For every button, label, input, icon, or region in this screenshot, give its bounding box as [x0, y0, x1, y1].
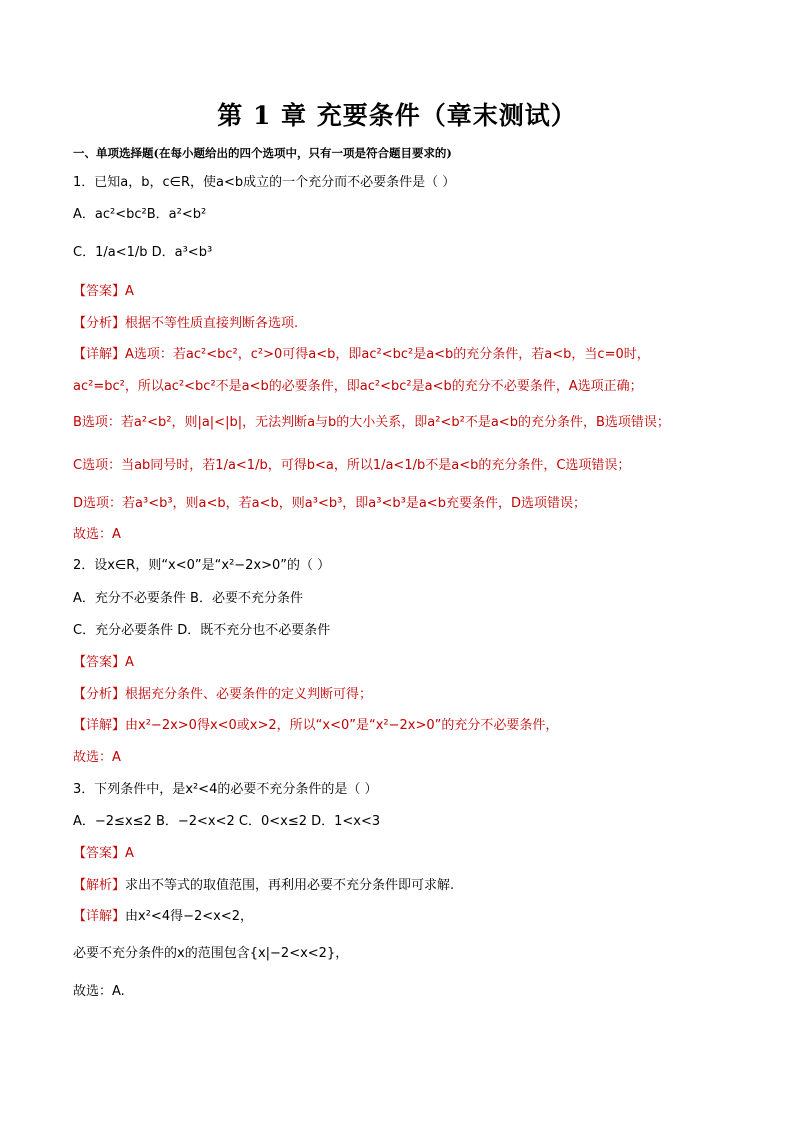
q1-detail-d: D选项：若a³<b³，则a<b，若a<b，则a³<b³，即a³<b³是a<b充要条件，D选项错误；	[73, 496, 586, 511]
q2-analysis: 根据充分条件、必要条件的定义判断可得；	[125, 687, 373, 702]
q2-options-cd: C．充分必要条件 D．既不充分也不必要条件	[73, 623, 331, 638]
q1-options-ab: A．ac²<bc²B．a²<b²	[73, 207, 207, 222]
q3-stem: 3．下列条件中，是x²<4的必要不充分条件的是（ ）	[73, 782, 378, 797]
section-heading: 一、单项选择题(在每小题给出的四个选项中，只有一项是符合题目要求的)	[73, 146, 452, 160]
q1-detail-line1	[73, 346, 650, 364]
q1-stem: 1．已知a，b，c∈R，使a<b成立的一个充分而不必要条件是（ ）	[73, 175, 456, 190]
q1-analysis-line	[73, 315, 298, 333]
q3-choose: 故选：A.	[73, 984, 125, 999]
analysis-tag: 【分析】	[73, 687, 126, 702]
q3-jiexi: 求出不等式的取值范围，再利用必要不充分条件即可求解.	[125, 878, 455, 893]
q2-detail-line	[73, 717, 558, 735]
q1-analysis: 根据不等性质直接判断各选项.	[125, 316, 299, 331]
q3-jiexi-line	[73, 877, 454, 895]
page-title: 第 1 章 充要条件（章末测试）	[217, 101, 577, 130]
q3-options: A．−2≤x≤2 B．−2<x<2 C．0<x≤2 D．1<x<3	[73, 814, 381, 829]
q1-choose: 故选：A	[73, 527, 121, 542]
q1-options-cd: C．1/a<1/b D．a³<b³	[73, 245, 213, 260]
answer-tag: 【答案】	[73, 284, 126, 299]
jiexi-tag: 【解析】	[73, 878, 126, 893]
detail-tag: 【详解】	[73, 347, 126, 362]
q3-answer-line	[73, 845, 134, 863]
detail-tag: 【详解】	[73, 718, 126, 733]
q1-detail1: A选项：若ac²<bc²，c²>0可得a<b，即ac²<bc²是a<b的充分条件，若a<b，当c=0时，	[125, 347, 650, 362]
q1-detail-line2: ac²=bc²，所以ac²<bc²不是a<b的必要条件，即ac²<bc²是a<b的充分不必要条件，A选项正确；	[73, 379, 643, 394]
q2-answer-line	[73, 654, 134, 672]
q3-answer: A	[125, 846, 134, 861]
q1-answer-line	[73, 283, 134, 301]
q2-options-ab: A．充分不必要条件 B．必要不充分条件	[73, 591, 303, 606]
q2-detail: 由x²−2x>0得x<0或x>2，所以“x<0”是“x²−2x>0”的充分不必要条件，	[125, 718, 559, 733]
answer-tag: 【答案】	[73, 655, 126, 670]
q2-answer: A	[125, 655, 134, 670]
q2-stem: 2．设x∈R，则“x<0”是“x²−2x>0”的（ ）	[73, 558, 331, 573]
detail-tag: 【详解】	[73, 909, 126, 924]
q1-detail-c: C选项：当ab同号时，若1/a<1/b，可得b<a，所以1/a<1/b不是a<b的充分条件，C选项错误；	[73, 458, 631, 473]
q1-answer: A	[125, 284, 134, 299]
analysis-tag: 【分析】	[73, 316, 126, 331]
q2-choose: 故选：A	[73, 750, 121, 765]
q3-detail: 由x²<4得−2<x<2，	[125, 909, 253, 924]
q1-detail-b: B选项：若a²<b²，则|a|<|b|，无法判断a与b的大小关系，即a²<b²不是a<b的充分条件，B选项错误；	[73, 415, 670, 430]
answer-tag: 【答案】	[73, 846, 126, 861]
q3-detail-line	[73, 908, 253, 926]
q2-analysis-line	[73, 686, 372, 704]
q3-range: 必要不充分条件的x的范围包含{x|−2<x<2}，	[73, 946, 349, 961]
